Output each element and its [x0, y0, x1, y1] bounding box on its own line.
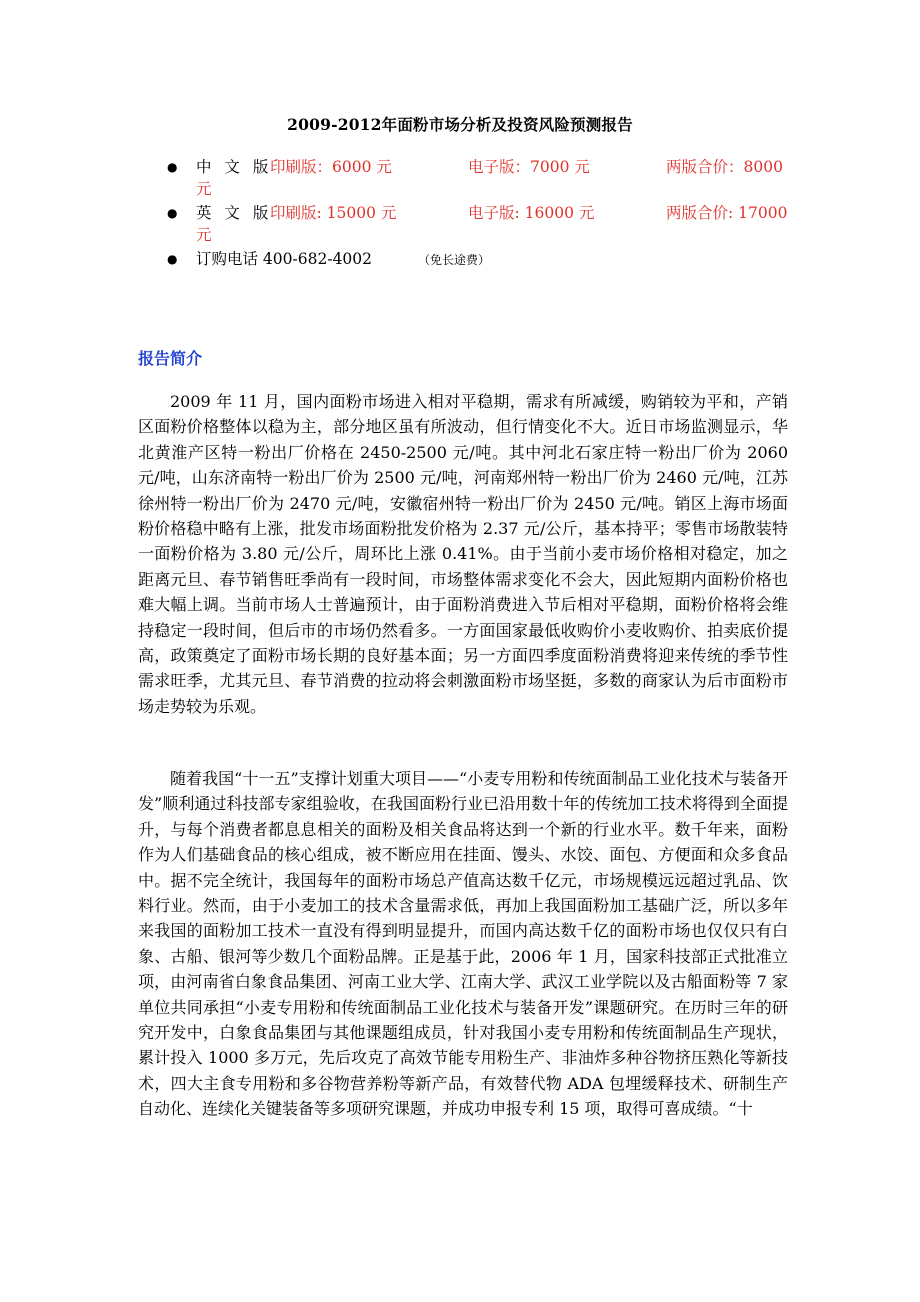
price-list	[162, 156, 812, 273]
body-paragraph: 2009 年 11 月，国内面粉市场进入相对平稳期，需求有所减缓，购销较为平和，产销区面粉价格整体以稳为主，部分地区虽有所波动，但行情变化不大。近日市场监测显示，华北黄淮产区特一粉出厂价格在 2450-2500 元/吨。其中河北石家庄特一粉出厂价为 2060 元/吨，山东济南特一粉出厂价为 2500 元/吨，河南郑州特一粉出厂价为 2460 元/吨，江苏徐州特一粉出厂价为 2470 元/吨，安徽宿州特一粉出厂价为 2450 元/吨。销区上海市场面粉价格稳中略有上涨，批发市场面粉批发价格为 2.37 元/公斤，基本持平；零售市场散装特一面粉价格为 3.80 元/公斤，周环比上涨 0.41%。由于当前小麦市场价格相对稳定，加之距离元旦、春节销售旺季尚有一段时间，市场整体需求变化不会大，因此短期内面粉价格也难大幅上调。当前市场人士普遍预计，由于面粉消费进入节后相对平稳期，面粉价格将会维持稳定一段时间，但后市的市场仍然看多。一方面国家最低收购价小麦收购价、拍卖底价提高，政策奠定了面粉市场长期的良好基本面；另一方面四季度面粉消费将迎来传统的季节性需求旺季，尤其元旦、春节消费的拉动将会刺激面粉市场坚挺，多数的商家认为后市面粉市场走势较为乐观。	[138, 392, 788, 716]
price-row	[196, 156, 812, 178]
print-price: 印刷版: 15000 元	[270, 204, 397, 222]
bullet-icon: ●	[167, 160, 178, 174]
electronic-price: 电子版：7000 元	[468, 158, 590, 176]
price-row	[196, 202, 812, 224]
section-heading: 报告简介	[138, 349, 203, 368]
combined-price: 两版合价: 17000	[666, 204, 788, 222]
edition-label: 中 文 版	[196, 158, 273, 176]
bullet-icon: ●	[167, 206, 178, 220]
body-paragraph: 随着我国“十一五”支撑计划重大项目——“小麦专用粉和传统面制品工业化技术与装备开发”顺利通过科技部专家组验收，在我国面粉行业已沿用数十年的传统加工技术将得到全面提升，与每个消费者都息息相关的面粉及相关食品将达到一个新的行业水平。数千年来，面粉作为人们基础食品的核心组成，被不断应用在挂面、馒头、水饺、面包、方便面和众多食品中。据不完全统计，我国每年的面粉市场总产值高达数千亿元，市场规模远远超过乳品、饮料行业。然而，由于小麦加工的技术含量需求低，再加上我国面粉加工基础广泛，所以多年来我国的面粉加工技术一直没有得到明显提升，而国内高达数千亿的面粉市场也仅仅只有白象、古船、银河等少数几个面粉品牌。正是基于此，2006 年 1 月，国家科技部正式批准立项，由河南省白象食品集团、河南工业大学、江南大学、武汉工业学院以及古船面粉等 7 家单位共同承担“小麦专用粉和传统面制品工业化技术与装备开发”课题研究。在历时三年的研究开发中，白象食品集团与其他课题组成员，针对我国小麦专用粉和传统面制品生产现状，累计投入 1000 多万元，先后攻克了高效节能专用粉生产、非油炸多种谷物挤压熟化等新技术，四大主食专用粉和多谷物营养粉等新产品，有效替代物 ADA 包埋缓释技术、研制生产自动化、连续化关键装备等多项研究课题，并成功申报专利 15 项，取得可喜成绩。“十	[138, 769, 788, 1119]
edition-label: 英 文 版	[196, 204, 273, 222]
price-item-english	[162, 202, 812, 246]
combined-price: 两版合价：8000	[666, 158, 783, 176]
order-phone-item	[162, 248, 812, 271]
document-title: 2009-2012年面粉市场分析及投资风险预测报告	[287, 115, 633, 134]
print-price: 印刷版：6000 元	[270, 158, 392, 176]
electronic-price: 电子版: 16000 元	[468, 204, 595, 222]
price-item-chinese	[162, 156, 812, 200]
bullet-icon: ●	[167, 252, 178, 266]
combined-price-unit: 元	[196, 180, 212, 198]
order-phone-note: （免长途费）	[418, 253, 491, 267]
combined-price-unit: 元	[196, 226, 212, 244]
order-phone: 订购电话 400-682-4002	[196, 250, 373, 268]
